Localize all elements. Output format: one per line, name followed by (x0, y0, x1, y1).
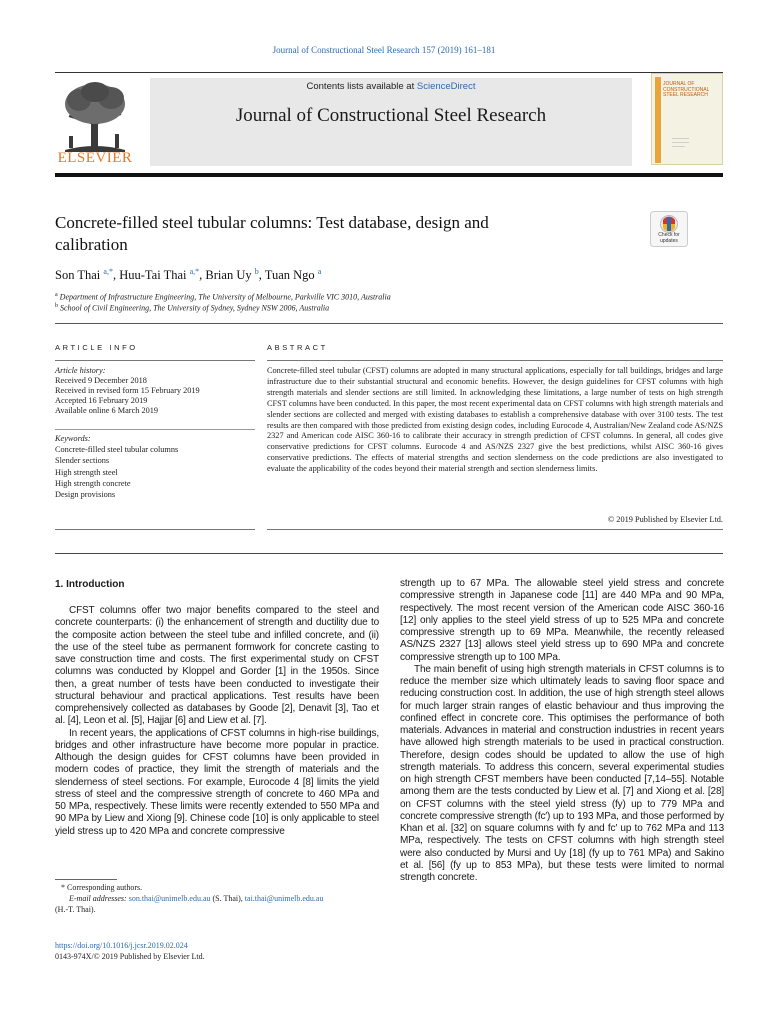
journal-reference-link[interactable]: Journal of Constructional Steel Research 157 (2019) 161–181 (272, 45, 496, 55)
header-thick-rule (55, 173, 723, 177)
email-owner: (S. Thai), (212, 894, 243, 903)
author-name[interactable]: Son Thai (55, 268, 101, 283)
history-item: Received 9 December 2018 (55, 376, 147, 385)
email-owner: (H.-T. Thai). (55, 905, 96, 914)
author-name[interactable]: Huu-Tai Thai (119, 268, 187, 283)
email-label: E-mail addresses: (69, 894, 127, 903)
article-history (55, 366, 255, 416)
keywords-label: Keywords: (55, 434, 91, 443)
keywords-rule (55, 429, 255, 430)
history-item: Received in revised form 15 February 2019 (55, 386, 200, 395)
history-item: Available online 6 March 2019 (55, 406, 159, 415)
cover-spine (655, 77, 661, 163)
header-rule (55, 72, 723, 73)
body-paragraph: The main benefit of using high strength materials in CFST columns is to reduce the member size which ultimately leads to saving floor space and reducing construction cost. In addition, the use of high strength steel allows for much larger strain ranges of elastic behaviour and thus improving the confined effect in concrete core. This optimises the performance of both materials. Advances in material and construction industries in recent years have allowed high strength materials to be used in practical construction. Therefore, design codes should be updated to allow the use of high strength materials. To address this concern, several experimental studies on high strength CFST members have been conducted [7,14–55]. Notable among them are the tests conducted by Liew et al. [7] and Xiong et al. [28] on CFST columns with the steel yield stress (fy) up to 779 MPa and concrete compressive strength (fc′) up to 193 MPa, and those performed by Khan et al. [32] on square columns with fy and fc′ up to 762 MPa and 113 MPa, respectively. The tests on CFST columns with high strength steel were also conducted by Mursi and Uy [18] (fy up to 761 MPa) and Sakino et al. [56] (fy up to 853 MPa), but these tests were limited to normal strength concrete. (400, 663, 724, 883)
doi-link[interactable]: https://doi.org/10.1016/j.jcsr.2019.02.024 (55, 941, 188, 950)
abstract-rule (267, 360, 723, 361)
abstract-heading: ABSTRACT (267, 343, 328, 352)
section-rule (55, 323, 723, 324)
keyword: High strength concrete (55, 478, 131, 488)
journal-name: Journal of Constructional Steel Research (235, 105, 547, 126)
article-info-rule (55, 360, 255, 361)
affiliation (55, 292, 391, 302)
author-list: Son Thai $^{a,*}$, Huu-Tai Thai $^{a,*}$, Brian Uy $^b$, Tuan Ngo $^a$ (55, 267, 322, 283)
issn-line: 0143-974X/© 2019 Published by Elsevier Ltd. (55, 952, 205, 961)
body-paragraph: CFST columns offer two major benefits compared to the steel and concrete counterparts: (i) the enhancement of strength and ductility due to the composite action between the steel tube and infilled concrete, and (ii) the use of the steel tube as permanent formwork for concrete casting to save construction time and costs. The first experimental study on CFST columns was conducted by Kloppel and Gorder [1] in the 1950s. Since then, a great number of tests have been conducted to investigate their structural behaviour and practical applications. Test results have been comprehensively collected as databases by Goode [2], Denavit [3], Tao et al. [4], Leon et al. [5], Hajjar [6] and Liew et al. [7]. (55, 605, 379, 727)
abstract-text: Concrete-filled steel tubular (CFST) columns are adopted in many structural applications, especially for tall buildings, bridges and large infrastructure due to their substantial structural and economic benefits. However, the design guidelines for CFST columns with high strength materials and slender sections are still limited. In acknowledging these limitations, a large number of tests on high strength CFST columns have been conducted. In this paper, the most recent experimental data on CFST columns with high strength materials and slender sections are collected and merged with existing databases to establish a comprehensive database with over 3100 tests. The test results are then compared with those predicted from existing design codes, including Eurocode 4, Australian/New Zealand code AS/NZS 2327 and American code AISC 360-16 to calibrate their accuracy in strength prediction of CFST columns. In general, all codes give conservative predictions for CFST columns. Eurocode 4 and AS/NZS 2327 give the best predictions, whilst AISC 360-16 gives conservative predictions. The effects of material strengths and section slenderness on the code predictions are also investigated to evaluate the applicability of the codes beyond their material strength and section slenderness limits. (267, 366, 723, 474)
history-label: Article history: (55, 366, 106, 375)
email-link[interactable]: tai.thai@unimelb.edu.au (244, 894, 324, 903)
contents-prefix: Contents lists available at (306, 81, 417, 92)
affiliation-mark: a (55, 292, 58, 298)
body-rule (55, 553, 723, 554)
author-name[interactable]: Brian Uy (205, 268, 252, 283)
email-line (55, 893, 379, 904)
author-name[interactable]: Tuan Ngo (264, 268, 315, 283)
history-item: Accepted 16 February 2019 (55, 396, 148, 405)
journal-cover-thumbnail[interactable] (651, 73, 723, 165)
keyword: Slender sections (55, 456, 110, 466)
author-affiliation-mark: a,* (103, 267, 113, 276)
body-column-left (55, 605, 379, 838)
affiliation-mark: b (55, 303, 58, 309)
author-affiliation-mark: a (317, 267, 322, 276)
article-info-heading: ARTICLE INFO (55, 343, 138, 352)
author-affiliation-mark: b (254, 267, 259, 276)
check-for-updates-label: Check for updates (658, 232, 680, 244)
body-column-right (400, 578, 724, 884)
cover-lines: ──────── ──────── ────── (672, 136, 690, 148)
elsevier-wordmark: ELSEVIER (57, 150, 133, 166)
corresponding-note: * Corresponding authors. (61, 883, 143, 892)
keyword: Design provisions (55, 490, 116, 500)
contents-line (150, 81, 632, 92)
keywords (55, 433, 255, 500)
sciencedirect-link[interactable]: ScienceDirect (416, 81, 476, 92)
section-heading: 1. Introduction (55, 579, 125, 590)
email-link[interactable]: son.thai@unimelb.edu.au (128, 894, 211, 903)
footnote-rule (55, 879, 117, 880)
affiliation-text: Department of Infrastructure Engineering, The University of Melbourne, Parkville VIC 3010, Australia (59, 292, 391, 302)
cover-title: JOURNAL OF CONSTRUCTIONAL STEEL RESEARCH (663, 81, 710, 98)
abstract-copyright: © 2019 Published by Elsevier Ltd. (607, 515, 723, 524)
keyword: Concrete-filled steel tubular columns (55, 445, 179, 455)
body-paragraph: In recent years, the applications of CFST columns in high-rise buildings, bridges and other infrastructure have become more popular in practice. Although the design guides for CFST columns have been provided in modern codes of practice, they limit the strength of materials and the slenderness of steel sections. For example, Eurocode 4 [8] limits the yield stress of steel and the compressive strength of concrete to 460 MPa and 50 MPa, respectively. These limits were recently extended to 550 MPa and 90 MPa by Liew and Xiong [9]. Chinese code [10] is only applicable to steel yield stress up to 420 MPa and concrete compressive (55, 727, 379, 837)
author-affiliation-mark: a,* (189, 267, 200, 276)
affiliation (55, 303, 329, 313)
article-title: Concrete-filled steel tubular columns: Test database, design and calibration (55, 213, 489, 254)
article-info-bottom-rule (55, 529, 255, 530)
body-paragraph: strength up to 67 MPa. The allowable steel yield stress and concrete compressive strength in Japanese code [11] are 440 MPa and 90 MPa, respectively. The most recent version of the American code AISC 360-16 [12] only applies to the steel yield stress of up to 525 MPa and concrete compressive strength up to 69 MPa. Meanwhile, the recently released AS/NZS 2327 [13] allows steel yield stress up to 690 MPa and concrete compressive strength up to 100 MPa. (400, 578, 724, 663)
footnotes (55, 882, 379, 915)
affiliation-text: School of Civil Engineering, The University of Sydney, Sydney NSW 2006, Australia (60, 303, 330, 313)
abstract-bottom-rule (267, 529, 723, 530)
keyword: High strength steel (55, 467, 118, 477)
